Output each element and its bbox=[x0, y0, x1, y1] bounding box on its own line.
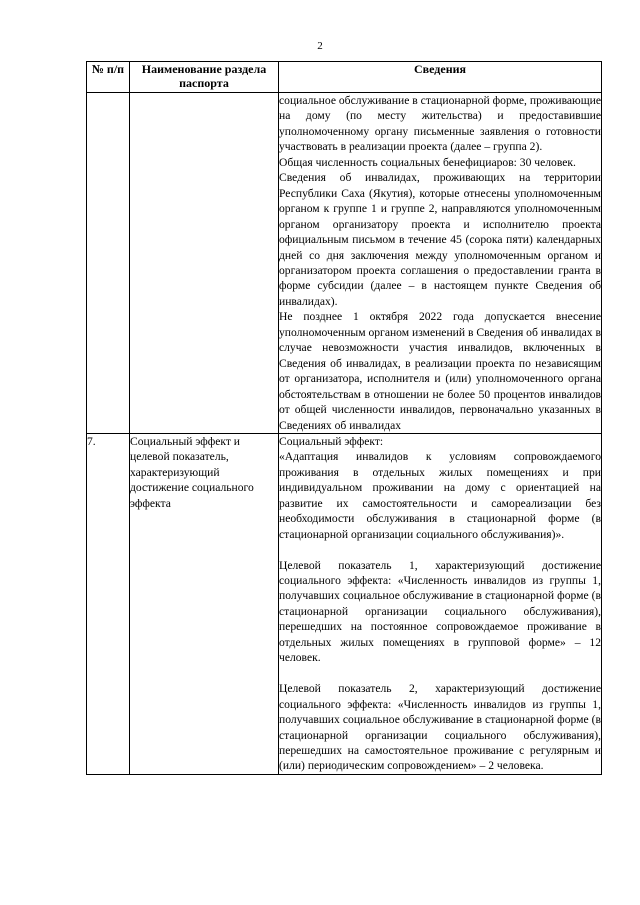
info-paragraph: Сведения об инвалидах, проживающих на территории Республики Саха (Якутия), которые отнесены уполномоченным органом к группе 1 и группе 2, направляются уполномоченным органом организатору проекта и исполнителю проекта официальным письмом в течение 45 (сорока пяти) календарных дней со дня заключения между уполномоченным органом и организатором проекта соглашения о предоставлении гранта в форме субсидии (далее – в настоящем пункте Сведения об инвалидах). bbox=[279, 171, 601, 308]
table-row-7 bbox=[87, 433, 602, 774]
social-effect-text: «Адаптация инвалидов к условиям сопровождаемого проживания в отдельных жилых помещениях и при индивидуальном проживании на дому с ориентацией на развитие их самостоятельности и самореализации без необходимости обслуживания в стационарной форме (в стационарной организации социального обслуживания)». bbox=[279, 450, 601, 541]
header-info: Сведения bbox=[279, 62, 602, 93]
passport-table bbox=[86, 61, 602, 775]
row-info-cell bbox=[279, 433, 602, 774]
row-section-name: Социальный эффект и целевой показатель, характеризующий достижение социального эффекта bbox=[130, 433, 279, 774]
info-paragraph: социальное обслуживание в стационарной форме, проживающие на дому (по месту жительства) и предоставившие уполномоченному органу письменные заявления о готовности участвовать в реализации проекта (далее – группа 2). bbox=[279, 94, 601, 154]
target-indicator-1: Целевой показатель 1, характеризующий достижение социального эффекта: «Численность инвалидов из группы 1, получавших социальное обслуживание в стационарной форме (в стационарной организации социального обслуживания), перешедших на постоянное сопровождаемое проживание в отдельных жилых помещениях в групповой форме» – 12 человек. bbox=[279, 558, 601, 665]
table-header-row bbox=[87, 62, 602, 93]
table-row-continued bbox=[87, 93, 602, 434]
header-number: № п/п bbox=[87, 62, 130, 93]
row-number: 7. bbox=[87, 433, 130, 774]
row-number bbox=[87, 93, 130, 434]
target-indicator-2: Целевой показатель 2, характеризующий достижение социального эффекта: «Численность инвалидов из группы 1, получавших социальное обслуживание в стационарной форме (в стационарной организации социального обслуживания), перешедших на самостоятельное проживание с регулярным и (или) периодическим сопровождением» – 2 человека. bbox=[279, 682, 601, 773]
social-effect-label: Социальный эффект: bbox=[279, 434, 384, 448]
row-info-cell bbox=[279, 93, 602, 434]
page-number: 2 bbox=[317, 40, 323, 52]
row-section-name bbox=[130, 93, 279, 434]
info-paragraph: Общая численность социальных бенефициаров: 30 человек. bbox=[279, 155, 576, 169]
info-paragraph: Не позднее 1 октября 2022 года допускается внесение уполномоченным органом изменений в Сведения об инвалидах в случае невозможности участия инвалидов, включенных в Сведения об инвалидах, в реализации проекта по независящим от организатора, исполнителя и (или) уполномоченного органа обстоятельствам в отношении не более 50 процентов инвалидов от общей численности инвалидов, первоначально указанных в Сведениях об инвалидах bbox=[279, 310, 601, 432]
header-section-name: Наименование раздела паспорта bbox=[130, 62, 279, 93]
